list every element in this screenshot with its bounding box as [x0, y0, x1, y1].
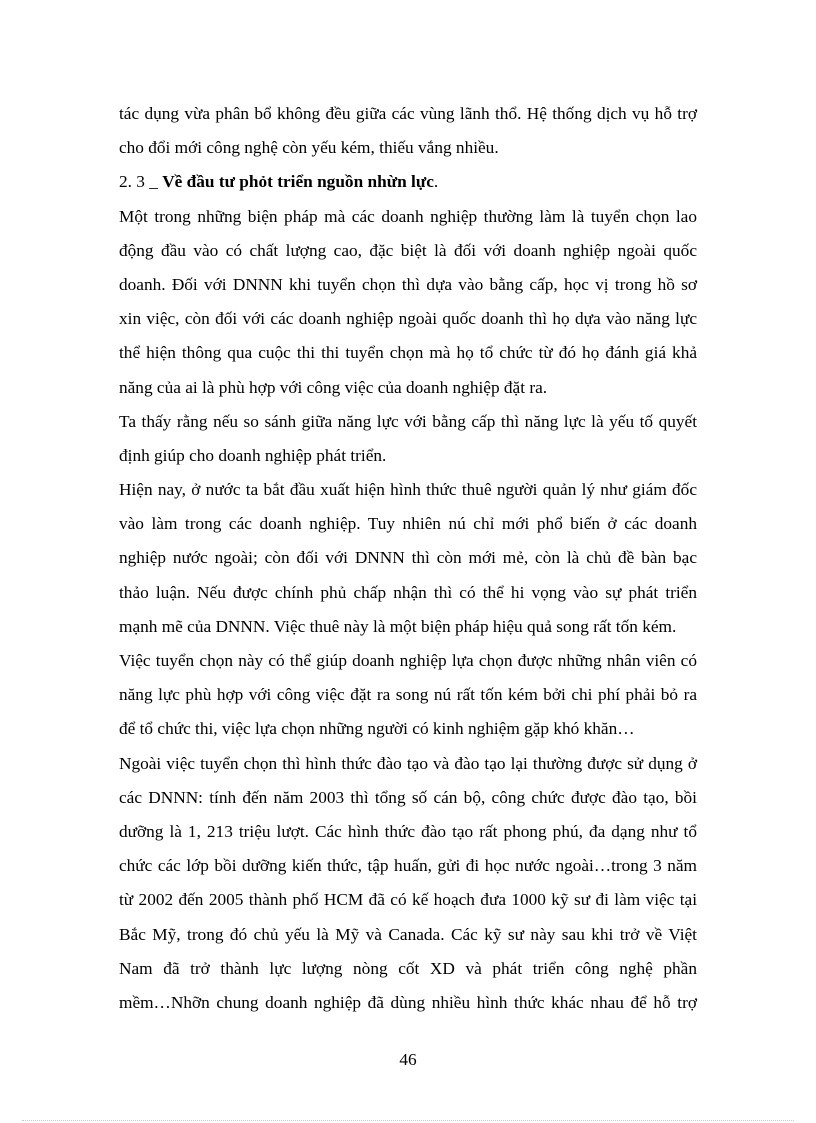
- paragraph-line: vào làm trong các doanh nghiệp. Tuy nhiên nú chỉ mới phổ biến ở các doanh: [119, 514, 697, 534]
- page-number: 46: [399, 1050, 417, 1069]
- section-number: 2. 3 _: [119, 172, 163, 192]
- paragraph-line: năng của ai là phù hợp với công việc của doanh nghiệp đặt ra.: [119, 377, 548, 397]
- paragraph-line: cho đổi mới công nghệ còn yếu kém, thiếu vắng nhiều.: [119, 138, 499, 158]
- paragraph-line: động đầu vào có chất lượng cao, đặc biệt là đối với doanh nghiệp ngoài quốc: [119, 240, 697, 260]
- document-body: [119, 97, 697, 1020]
- page-bottom-divider: [22, 1120, 794, 1121]
- paragraph-line: mềm…Nhỡn chung doanh nghiệp đã dùng nhiều hình thức khác nhau để hỗ trợ: [119, 992, 697, 1012]
- section-heading: [119, 165, 697, 199]
- paragraph-line: Hiện nay, ở nước ta bắt đầu xuất hiện hình thức thuê người quản lý như giám đốc: [119, 480, 697, 500]
- paragraph-line: mạnh mẽ của DNNN. Việc thuê này là một biện pháp hiệu quả song rất tốn kém.: [119, 616, 677, 636]
- section-title-period: .: [433, 172, 439, 192]
- paragraph-line: Một trong những biện pháp mà các doanh nghiệp thường làm là tuyển chọn lao: [119, 206, 697, 226]
- paragraph-line: chức các lớp bồi dưỡng kiến thức, tập huấn, gửi đi học nước ngoài…trong 3 năm: [119, 856, 697, 876]
- paragraph-line: Việc tuyển chọn này có thể giúp doanh nghiệp lựa chọn được những nhân viên có: [119, 651, 697, 670]
- paragraph-line: nghiệp nước ngoài; còn đối với DNNN thì còn mới mẻ, còn là chủ đề bàn bạc: [119, 548, 697, 568]
- paragraph-line: Ngoài việc tuyển chọn thì hình thức đào tạo và đào tạo lại thường được sử dụng ở: [119, 753, 697, 773]
- paragraph-line: doanh. Đối với DNNN khi tuyển chọn thì dựa vào bằng cấp, học vị trong hồ sơ: [119, 274, 697, 294]
- paragraph-line: từ 2002 đến 2005 thành phố HCM đã có kế hoạch đưa 1000 kỹ sư đi làm việc tại: [119, 890, 697, 910]
- paragraph-line: để tổ chức thi, việc lựa chọn những người có kinh nghiệm gặp khó khăn…: [119, 719, 635, 739]
- paragraph-line: dưỡng là 1, 213 triệu lượt. Các hình thức đào tạo rất phong phú, đa dạng như tổ: [119, 821, 697, 841]
- paragraph-line: tác dụng vừa phân bổ không đều giữa các vùng lãnh thổ. Hệ thống dịch vụ hỗ trợ: [119, 104, 697, 123]
- paragraph-line: định giúp cho doanh nghiệp phát triển.: [119, 445, 387, 465]
- paragraph-line: các DNNN: tính đến năm 2003 thì tổng số cán bộ, công chức được đào tạo, bồi: [119, 787, 697, 807]
- paragraph-line: Bắc Mỹ, trong đó chủ yếu là Mỹ và Canada. Các kỹ sư này sau khi trở về Việt: [119, 924, 697, 944]
- paragraph-line: thảo luận. Nếu được chính phủ chấp nhận thì có thể hi vọng vào sự phát triển: [119, 582, 697, 602]
- paragraph-line: Ta thấy rằng nếu so sánh giữa năng lực với bằng cấp thì năng lực là yếu tố quyết: [119, 411, 697, 431]
- paragraph-line: thể hiện thông qua cuộc thi thi tuyển chọn mà họ tổ chức từ đó họ đánh giá khả: [119, 343, 697, 363]
- paragraph-line: xin việc, còn đối với các doanh nghiệp ngoài quốc doanh thì họ dựa vào năng lực: [119, 309, 697, 329]
- section-title: Về đầu tư phỏt triển nguồn nhừn lực: [162, 172, 434, 192]
- paragraph-line: Nam đã trở thành lực lượng nòng cốt XD và phát triển công nghệ phần: [119, 958, 697, 978]
- paragraph-line: năng lực phù hợp với công việc đặt ra song nú rất tốn kém bởi chi phí phải bỏ ra: [119, 685, 697, 705]
